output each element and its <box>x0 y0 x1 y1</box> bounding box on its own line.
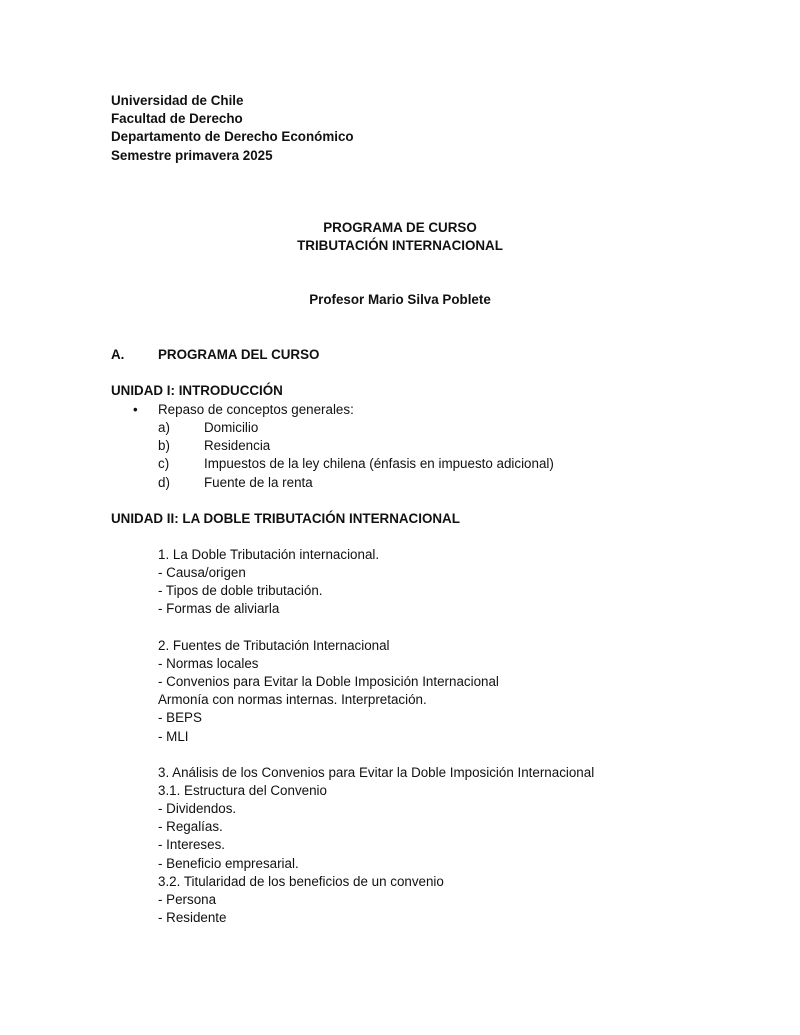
semester-label: Semestre primavera 2025 <box>111 148 273 163</box>
unit2-title: UNIDAD II: LA DOBLE TRIBUTACIÓN INTERNACIONAL <box>111 511 460 526</box>
course-title: TRIBUTACIÓN INTERNACIONAL <box>297 238 503 253</box>
list-item: Domicilio <box>204 420 259 435</box>
unit2-line: - Persona <box>158 892 217 907</box>
list-item: Impuestos de la ley chilena (énfasis en impuesto adicional) <box>204 456 554 471</box>
unit2-line: - Tipos de doble tributación. <box>158 583 323 598</box>
list-item: Residencia <box>204 438 271 453</box>
bullet-icon: • <box>133 402 138 417</box>
unit2-line: - Causa/origen <box>158 565 246 580</box>
unit2-line: - Residente <box>158 910 227 925</box>
unit2-line: Armonía con normas internas. Interpretación. <box>158 692 427 707</box>
section-a-title: PROGRAMA DEL CURSO <box>158 347 320 362</box>
unit2-line: - Beneficio empresarial. <box>158 856 299 871</box>
unit2-line: - Dividendos. <box>158 801 237 816</box>
list-item-letter: d) <box>158 475 170 490</box>
unit1-title: UNIDAD I: INTRODUCCIÓN <box>111 383 283 398</box>
unit2-line: 3.2. Titularidad de los beneficios de un convenio <box>158 874 444 889</box>
unit2-line: 3. Análisis de los Convenios para Evitar la Doble Imposición Internacional <box>158 765 595 780</box>
unit2-line: - BEPS <box>158 710 202 725</box>
unit2-line: 3.1. Estructura del Convenio <box>158 783 327 798</box>
list-item: Fuente de la renta <box>204 475 313 490</box>
faculty-name: Facultad de Derecho <box>111 111 243 126</box>
unit2-line: 1. La Doble Tributación internacional. <box>158 547 380 562</box>
unit2-line: - Normas locales <box>158 656 259 671</box>
list-item-letter: b) <box>158 438 170 453</box>
university-name: Universidad de Chile <box>111 93 244 108</box>
unit2-line: - Formas de aliviarla <box>158 601 280 616</box>
list-item-letter: a) <box>158 420 170 435</box>
list-item-letter: c) <box>158 456 170 471</box>
program-title: PROGRAMA DE CURSO <box>323 220 477 235</box>
unit2-line: - Regalías. <box>158 819 223 834</box>
unit2-line: 2. Fuentes de Tributación Internacional <box>158 638 390 653</box>
department-name: Departamento de Derecho Económico <box>111 129 354 144</box>
professor-name: Profesor Mario Silva Poblete <box>309 292 491 307</box>
section-a-letter: A. <box>111 347 125 362</box>
unit2-line: - Intereses. <box>158 837 225 852</box>
unit1-bullet-text: Repaso de conceptos generales: <box>158 402 354 417</box>
unit2-line: - Convenios para Evitar la Doble Imposición Internacional <box>158 674 499 689</box>
unit2-line: - MLI <box>158 729 189 744</box>
